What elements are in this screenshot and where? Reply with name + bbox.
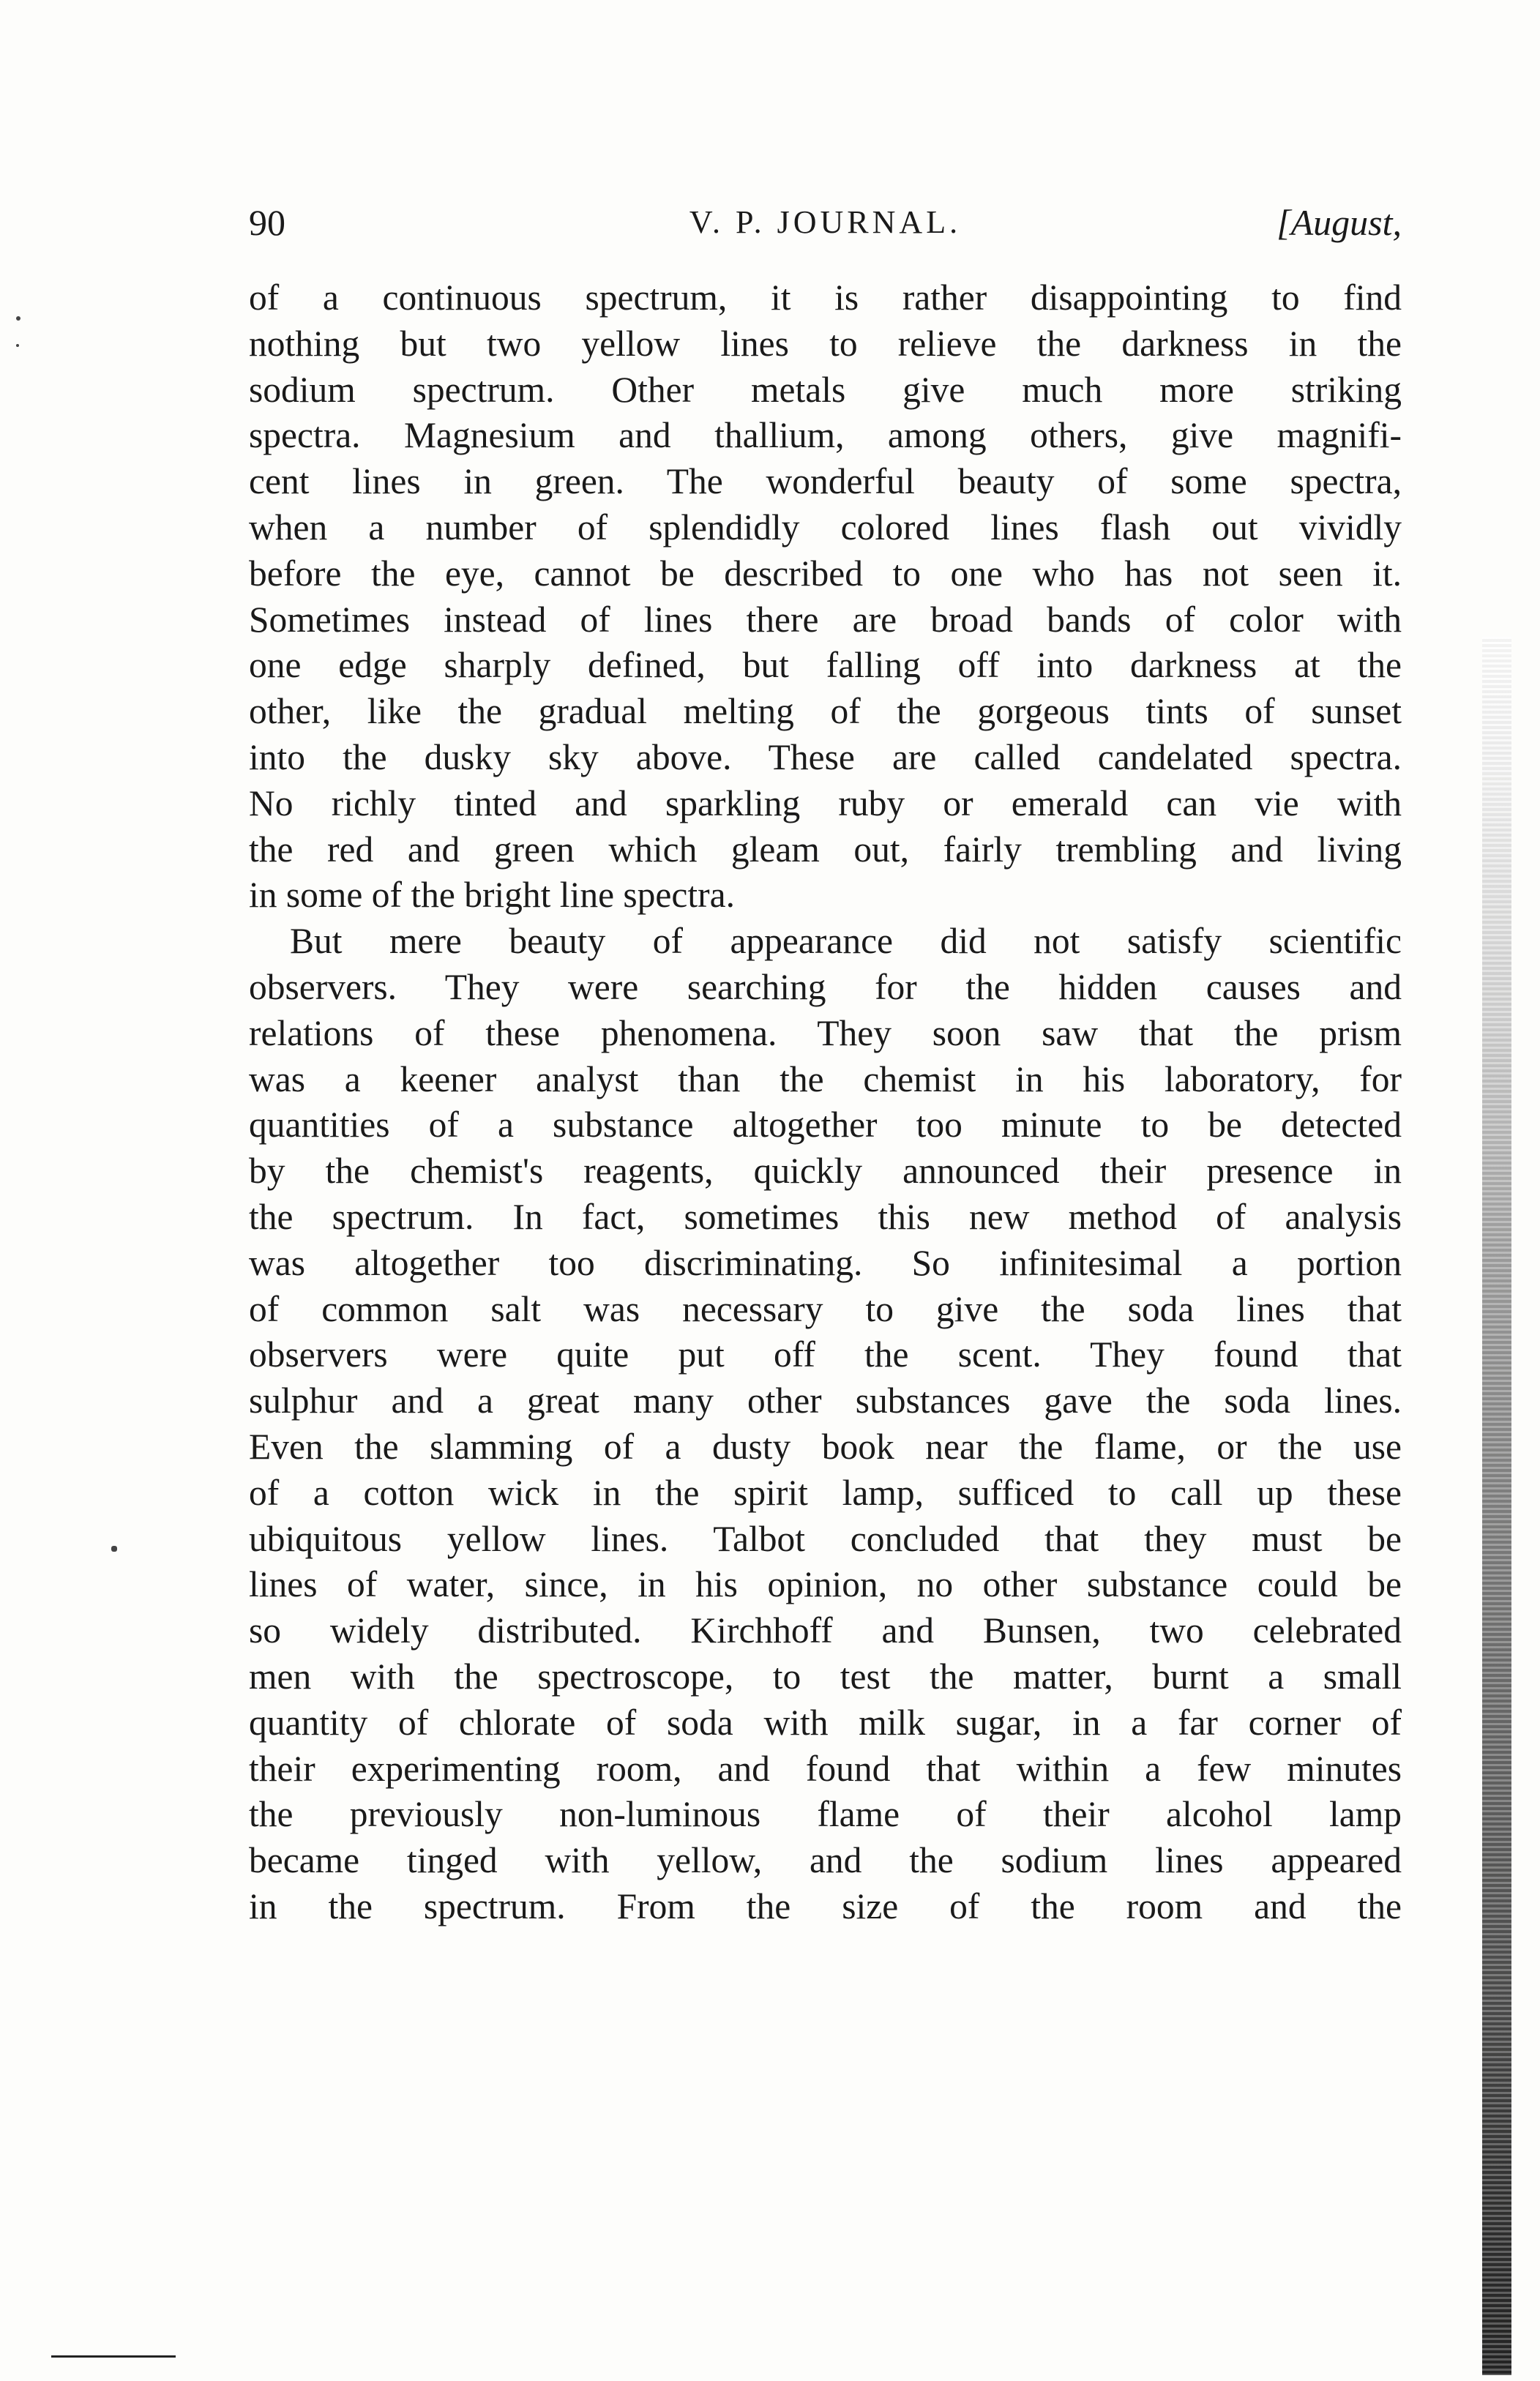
running-title: V. P. JOURNAL. xyxy=(689,204,962,240)
text-line: by the chemist's reagents, quickly announced their presence in xyxy=(249,1151,1402,1192)
text-line: one edge sharply defined, but falling off into darkness at the xyxy=(249,645,1402,686)
body-text xyxy=(249,275,1402,1930)
text-line: of a cotton wick in the spirit lamp, sufficed to call up these xyxy=(249,1472,1402,1513)
text-line: quantity of chlorate of soda with milk sugar, in a far corner of xyxy=(249,1702,1402,1743)
text-line: was a keener analyst than the chemist in his laboratory, for xyxy=(249,1058,1402,1099)
text-line: Sometimes instead of lines there are broad bands of color with xyxy=(249,599,1402,640)
page-number: 90 xyxy=(249,202,285,243)
text-line: before the eye, cannot be described to one who has not seen it. xyxy=(249,553,1402,594)
text-line: the spectrum. In fact, sometimes this new method of analysis xyxy=(249,1196,1402,1237)
text-line: Even the slamming of a dusty book near the flame, or the use xyxy=(249,1426,1402,1467)
text-line: of a continuous spectrum, it is rather disappointing to find xyxy=(249,277,1402,318)
text-line: observers. They were searching for the hidden causes and xyxy=(249,966,1402,1007)
text-line: when a number of splendidly colored lines flash out vividly xyxy=(249,507,1402,547)
text-line: sulphur and a great many other substances gave the soda lines. xyxy=(249,1380,1402,1421)
running-month: [August, xyxy=(1277,202,1402,243)
text-line: the red and green which gleam out, fairly trembling and living xyxy=(249,829,1402,870)
text-line: nothing but two yellow lines to relieve the darkness in the xyxy=(249,323,1402,364)
text-line: No richly tinted and sparkling ruby or emerald can vie with xyxy=(249,782,1402,823)
text-line: cent lines in green. The wonderful beauty of some spectra, xyxy=(249,461,1402,502)
text-line: men with the spectroscope, to test the matter, burnt a small xyxy=(249,1656,1402,1697)
text-line: other, like the gradual melting of the gorgeous tints of sunset xyxy=(249,691,1402,732)
text-line: became tinged with yellow, and the sodium lines appeared xyxy=(249,1840,1402,1881)
text-line: ubiquitous yellow lines. Talbot concluded that they must be xyxy=(249,1518,1402,1559)
text-line: sodium spectrum. Other metals give much more striking xyxy=(249,369,1402,410)
text-line: relations of these phenomena. They soon saw that the prism xyxy=(249,1012,1402,1053)
text-line: spectra. Magnesium and thallium, among others, give magnifi- xyxy=(249,415,1402,456)
text-line: so widely distributed. Kirchhoff and Bunsen, two celebrated xyxy=(249,1610,1402,1651)
text-line: was altogether too discriminating. So infinitesimal a portion xyxy=(249,1242,1402,1283)
scan-speck xyxy=(16,344,19,347)
text-line: quantities of a substance altogether too minute to be detected xyxy=(249,1104,1402,1145)
text-line: lines of water, since, in his opinion, no other substance could be xyxy=(249,1564,1402,1605)
scan-speck xyxy=(111,1546,117,1552)
scan-speck xyxy=(16,316,20,321)
text-line: the previously non-luminous flame of their alcohol lamp xyxy=(249,1794,1402,1835)
text-line: in some of the bright line spectra. xyxy=(249,875,735,916)
text-line: their experimenting room, and found that within a few minutes xyxy=(249,1748,1402,1789)
scan-rule-mark xyxy=(51,2355,176,2358)
text-line: observers were quite put off the scent. They found that xyxy=(249,1334,1402,1375)
page-header xyxy=(249,193,1402,252)
text-line: into the dusky sky above. These are called candelated spectra. xyxy=(249,736,1402,777)
scan-edge-shadow xyxy=(1482,637,1511,2375)
text-line: in the spectrum. From the size of the room and the xyxy=(249,1885,1402,1926)
text-line: But mere beauty of appearance did not satisfy scientific xyxy=(290,921,1402,962)
text-line: of common salt was necessary to give the soda lines that xyxy=(249,1288,1402,1329)
